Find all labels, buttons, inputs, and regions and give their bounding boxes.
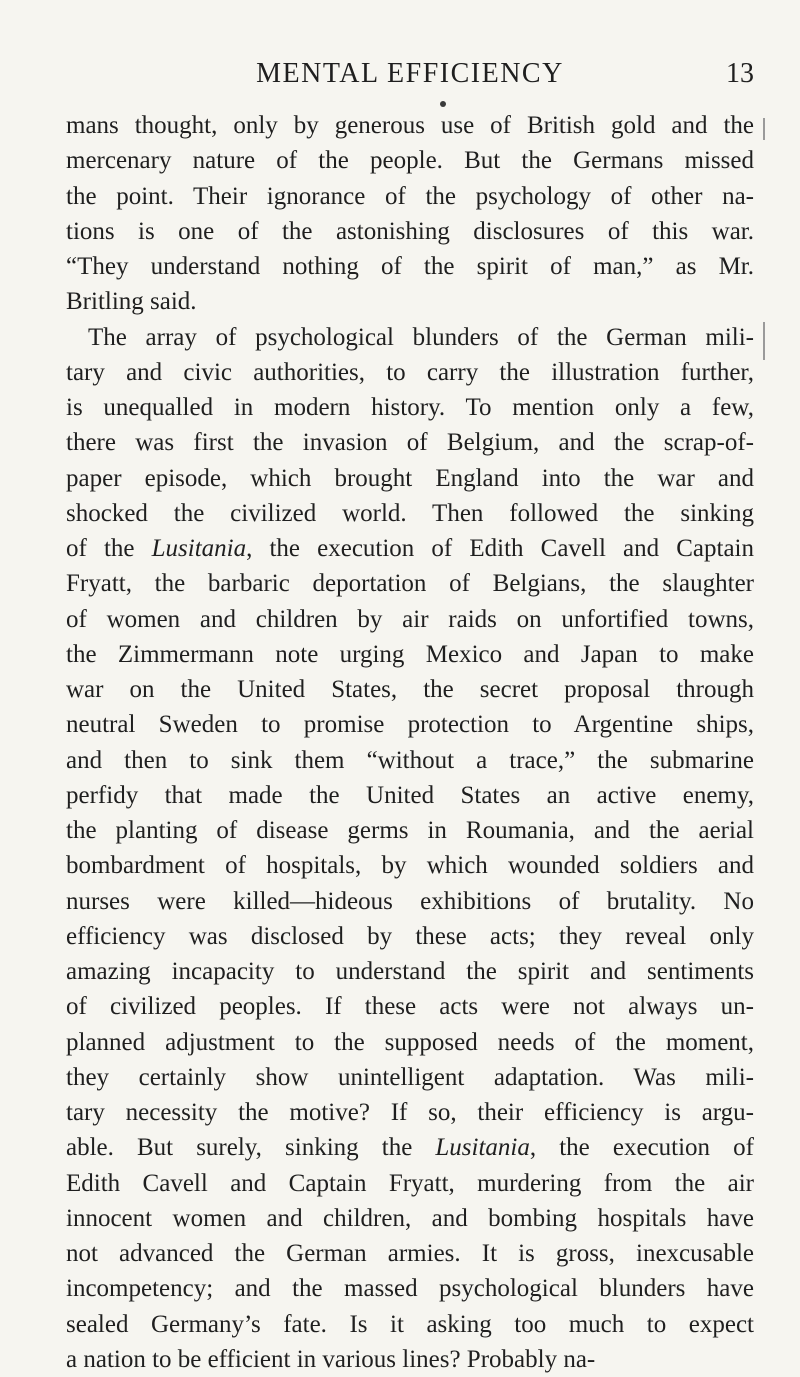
text-line: “They understand nothing of the spirit of man,” as Mr. [66,253,754,280]
text-line: and then to sink them “without a trace,” the submarine [66,746,754,774]
ink-speck [440,101,446,107]
text-line: there was first the invasion of Belgium, and the scrap-of- [66,429,754,457]
text-line: Fryatt, the barbaric deportation of Belgians, the slaughter [66,570,754,598]
text-fragment: , the execution of [529,1134,754,1162]
text-line: paper episode, which brought England into the war and [66,464,754,492]
text-fragment: , the execution of Edith Cavell and Captain [246,535,754,562]
page-number: 13 [726,58,754,89]
margin-mark [763,322,765,360]
text-fragment: of the [66,535,152,562]
text-line [66,531,754,566]
text-line: a nation to be efficient in various lines? Probably na- [66,1345,596,1373]
text-line: Britling said. [66,288,197,316]
text-line: of civilized peoples. If these acts were not always un- [66,993,754,1021]
text-line: the point. Their ignorance of the psychology of other na- [66,182,754,210]
ship-name: Lusitania [151,535,247,562]
text-line: nurses were killed—hideous exhibitions of brutality. No [66,887,754,915]
text-line: sealed Germany’s fate. Is it asking too much to expect [66,1310,754,1338]
text-line: the Zimmermann note urging Mexico and Japan to make [66,640,754,668]
text-line: amazing incapacity to understand the spirit and sentiments [66,958,754,985]
running-head [66,54,754,94]
text-line: of women and children by air raids on unfortified towns, [66,605,754,633]
text-line: innocent women and children, and bombing hospitals have [66,1204,754,1232]
text-line: efficiency was disclosed by these acts; they reveal only [66,922,754,950]
margin-mark [763,118,765,140]
text-line: neutral Sweden to promise protection to Argentine ships, [66,711,754,739]
running-title: MENTAL EFFICIENCY [256,58,564,89]
text-line: mercenary nature of the people. But the Germans missed [66,147,754,175]
text-line [66,1130,754,1165]
text-line: the planting of disease germs in Roumania, and the aerial [66,817,754,844]
text-line: The array of psychological blunders of the German mili- [88,323,754,351]
text-line: tary and civic authorities, to carry the illustration further, [66,358,754,386]
text-line: they certainly show unintelligent adaptation. Was mili- [66,1063,754,1091]
text-line: is unequalled in modern history. To mention only a few, [66,394,754,421]
text-line: bombardment of hospitals, by which wounded soldiers and [66,852,754,880]
ship-name: Lusitania [435,1134,530,1162]
text-line: tary necessity the motive? If so, their efficiency is argu- [66,1099,754,1126]
text-line: perfidy that made the United States an active enemy, [66,781,754,809]
text-fragment: able. But surely, sinking the [66,1134,436,1162]
text-line: shocked the civilized world. Then followed the sinking [66,499,754,527]
text-line: planned adjustment to the supposed needs of the moment, [66,1028,754,1056]
text-line: not advanced the German armies. It is gross, inexcusable [66,1240,754,1267]
text-line: incompetency; and the massed psychological blunders have [66,1275,754,1303]
text-line: war on the United States, the secret proposal through [66,676,754,703]
body-text [66,108,754,1377]
text-line: mans thought, only by generous use of British gold and the [66,112,754,139]
text-line: Edith Cavell and Captain Fryatt, murdering from the air [66,1169,754,1197]
text-line: tions is one of the astonishing disclosures of this war. [66,217,754,245]
